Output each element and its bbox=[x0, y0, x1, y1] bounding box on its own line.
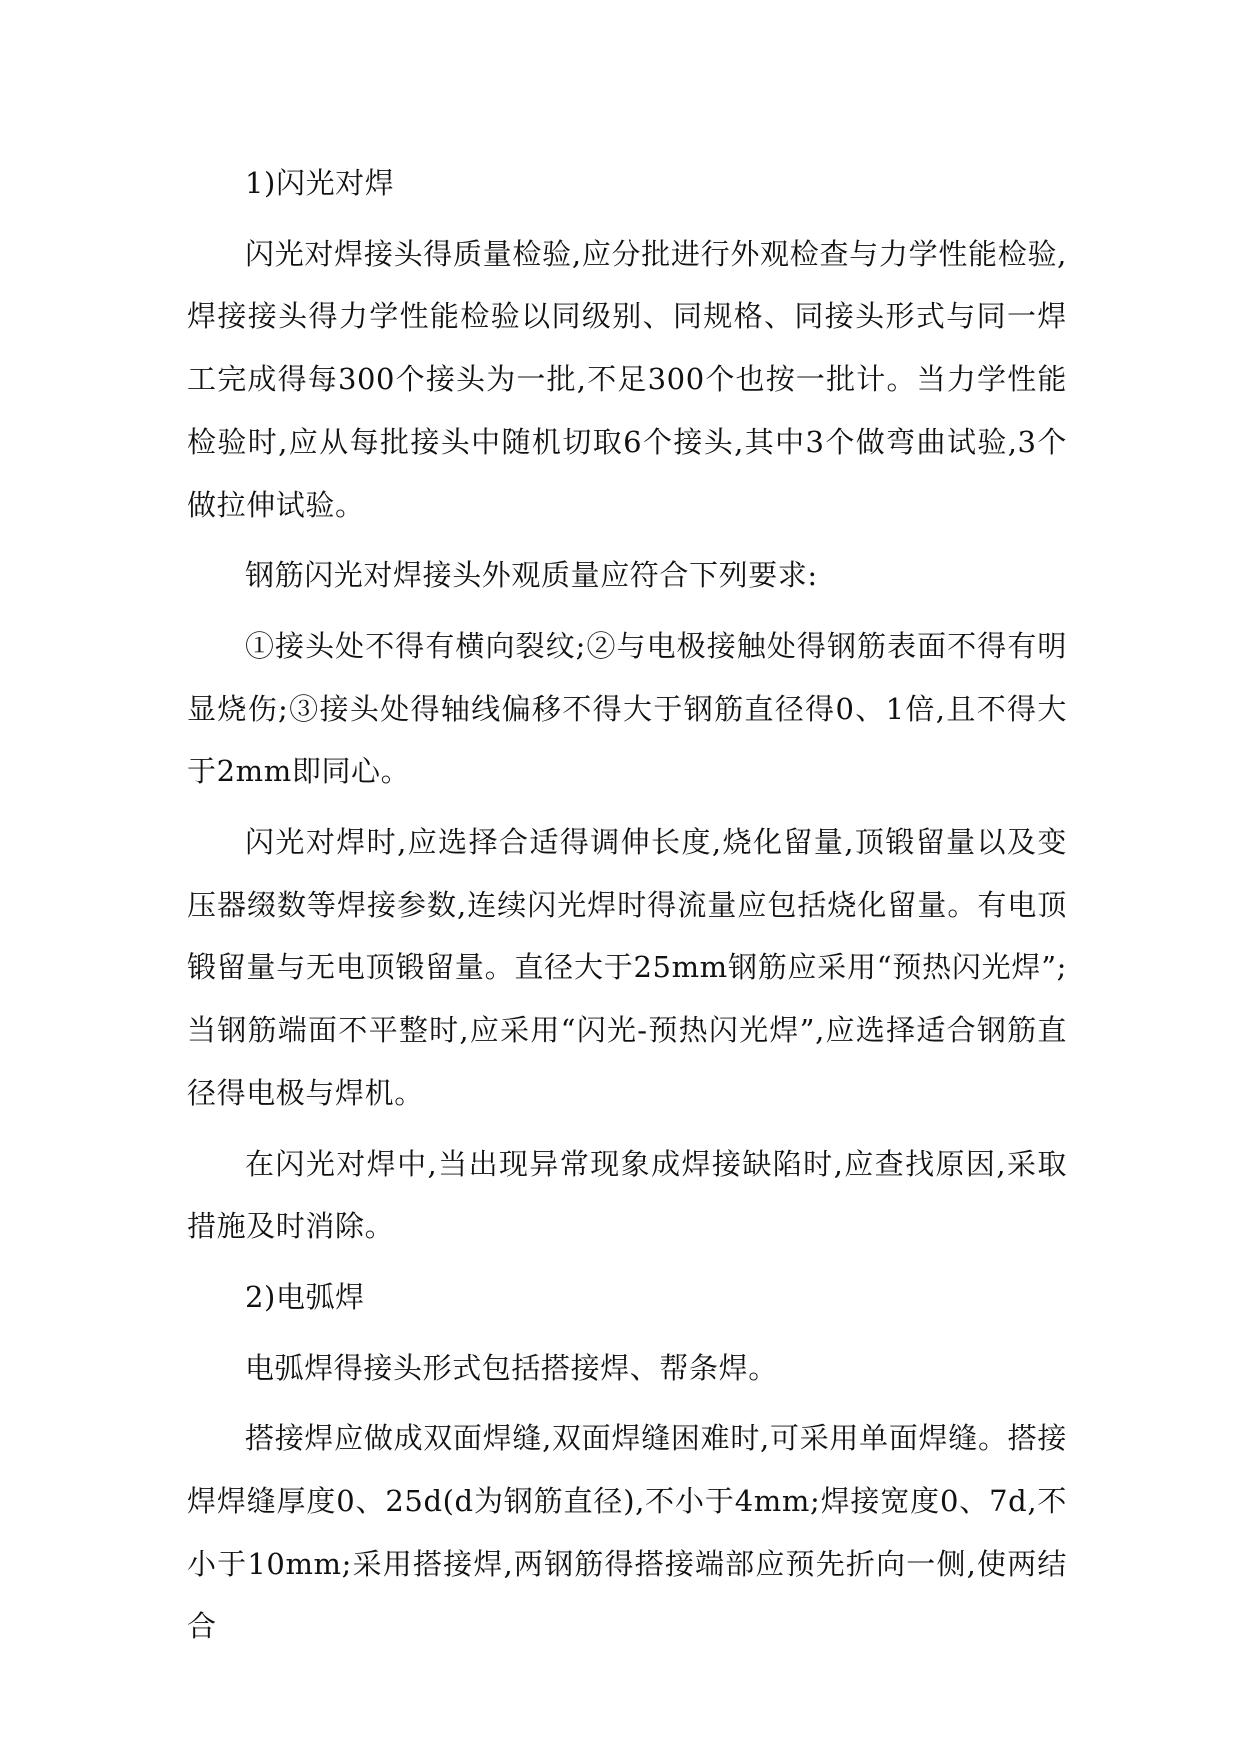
paragraph-appearance-requirements: ①接头处不得有横向裂纹;②与电极接触处得钢筋表面不得有明显烧伤;③接头处得轴线偏移不得大于钢筋直径得0、1倍,且不得大于2mm即同心。 bbox=[187, 628, 1067, 789]
paragraph-lap-welding: 搭接焊应做成双面焊缝,双面焊缝困难时,可采用单面焊缝。搭接焊焊缝厚度0、25d(d为钢筋直径),不小于4mm;焊接宽度0、7d,不小于10mm;采用搭接焊,两钢筋得搭接端部应预先折向一侧,使两结合 bbox=[187, 1421, 1067, 1644]
document-body bbox=[187, 152, 1067, 1658]
paragraph-welding-parameters: 闪光对焊时,应选择合适得调伸长度,烧化留量,顶锻留量以及变压器缀数等焊接参数,连续闪光焊时得流量应包括烧化留量。有电顶锻留量与无电顶锻留量。直径大于25mm钢筋应采用“预热闪光焊”;当钢筋端面不平整时,应采用“闪光-预热闪光焊”,应选择适合钢筋直径得电极与焊机。 bbox=[187, 825, 1067, 1110]
heading-arc-welding: 2)电弧焊 bbox=[245, 1279, 365, 1314]
paragraph-defect-handling: 在闪光对焊中,当出现异常现象成焊接缺陷时,应查找原因,采取措施及时消除。 bbox=[187, 1146, 1067, 1244]
heading-flash-butt-welding: 1)闪光对焊 bbox=[245, 166, 395, 200]
paragraph-quality-inspection: 闪光对焊接头得质量检验,应分批进行外观检查与力学性能检验,焊接接头得力学性能检验以同级别、同规格、同接头形式与同一焊工完成得每300个接头为一批,不足300个也按一批计。当力学性能检验时,应从每批接头中随机切取6个接头,其中3个做弯曲试验,3个做拉伸试验。 bbox=[187, 236, 1067, 522]
paragraph-arc-joint-forms: 电弧焊得接头形式包括搭接焊、帮条焊。 bbox=[245, 1350, 778, 1385]
paragraph-appearance-requirements-intro: 钢筋闪光对焊接头外观质量应符合下列要求: bbox=[245, 558, 818, 593]
